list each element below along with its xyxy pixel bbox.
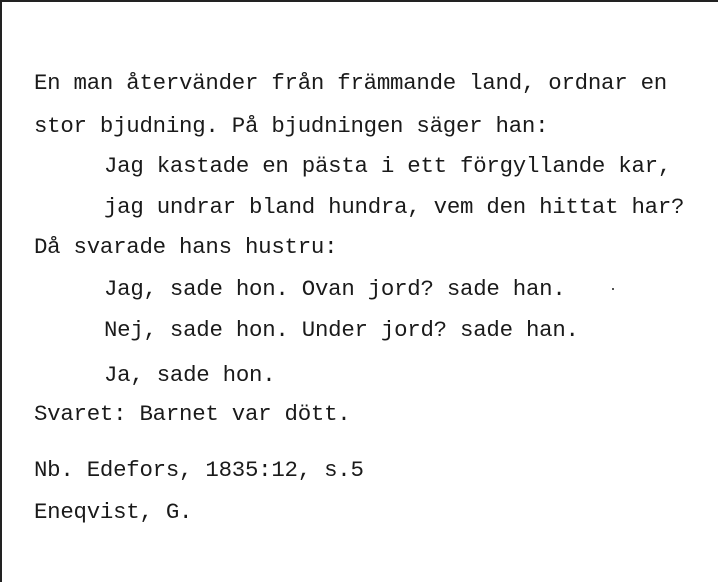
verse-line-1: Jag kastade en pästa i ett förgyllande kar, [104,153,672,179]
verse-line-2: jag undrar bland hundra, vem den hittat har? [104,194,685,220]
ink-speck [612,288,614,290]
dialogue-line-1: Jag, sade hon. Ovan jord? sade han. [104,276,566,302]
dialogue-line-2: Nej, sade hon. Under jord? sade han. [104,317,579,343]
text-line-2: stor bjudning. På bjudningen säger han: [34,113,549,139]
source-line: Nb. Edefors, 1835:12, s.5 [34,457,364,483]
text-line-3: Då svarade hans hustru: [34,234,338,260]
answer-line: Svaret: Barnet var dött. [34,401,351,427]
dialogue-line-3: Ja, sade hon. [104,362,276,388]
recorder-line: Eneqvist, G. [34,499,193,525]
text-line-1: En man återvänder från främmande land, ordnar en [34,70,667,96]
